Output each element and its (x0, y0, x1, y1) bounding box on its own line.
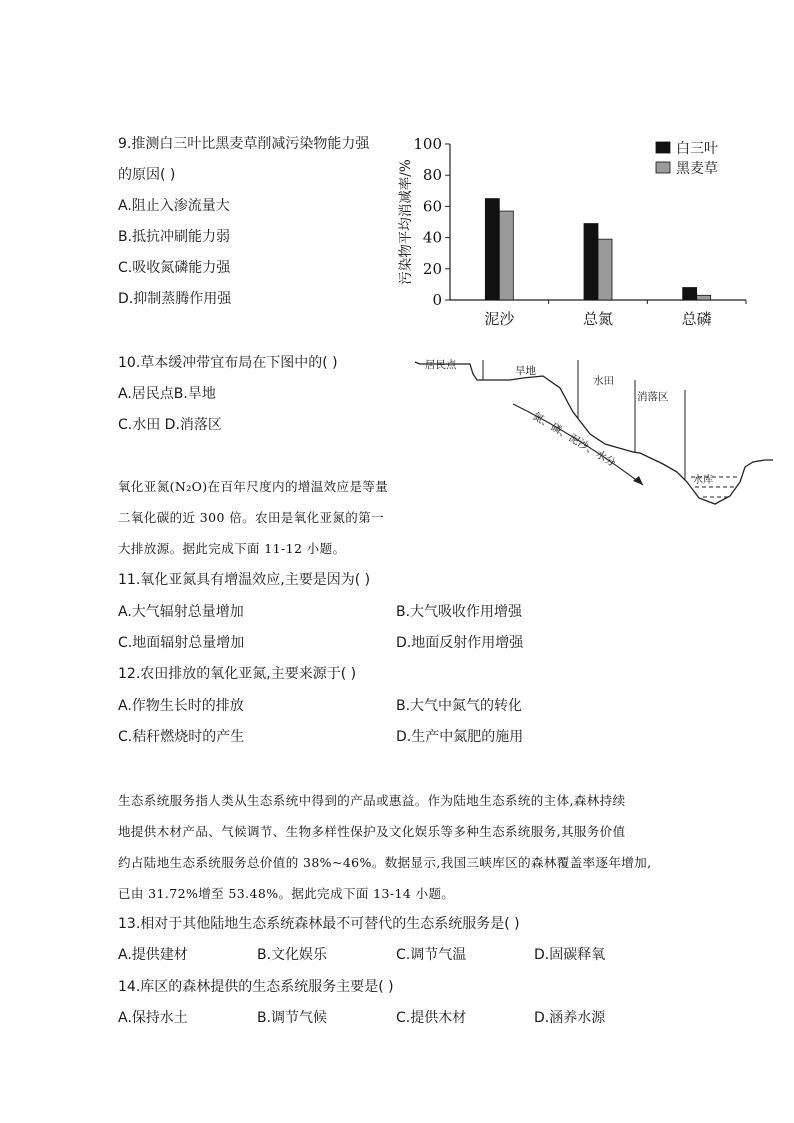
q11-stem: 11.氧化亚氮具有增温效应,主要是因为( ) (118, 572, 371, 588)
flow-label: 氮、磷、泥沙、水分 (530, 410, 618, 470)
q9-option-c: C.吸收氮磷能力强 (118, 260, 231, 276)
material1-line3: 大排放源。据此完成下面 11-12 小题。 (118, 541, 346, 556)
bar-白三叶-泥沙 (485, 199, 499, 300)
q14-option-a: A.保持水土 (118, 1010, 188, 1026)
q13-option-a: A.提供建材 (118, 947, 188, 963)
y-tick-label: 40 (422, 228, 442, 247)
material1-line1: 氧化亚氮(N₂O)在百年尺度内的增温效应是等量 (118, 479, 389, 494)
legend-label: 黑麦草 (676, 161, 718, 177)
material2-line3: 约占陆地生态系统服务总价值的 38%~46%。数据显示,我国三峡库区的森林覆盖率逐年增加, (118, 855, 652, 870)
y-tick-label: 100 (413, 135, 442, 153)
q13-option-b: B.文化娱乐 (257, 947, 328, 963)
q9-stem-line1: 9.推测白三叶比黑麦草削减污染物能力强 (118, 136, 370, 152)
x-category-label: 泥沙 (484, 310, 515, 328)
bar-白三叶-总氮 (584, 224, 598, 300)
q10-stem: 10.草本缓冲带宜布局在下图中的( ) (118, 355, 338, 371)
bar-黑麦草-总磷 (697, 295, 711, 300)
legend-label: 白三叶 (676, 141, 718, 157)
bar-白三叶-总磷 (683, 288, 697, 300)
buffer-zone-diagram (415, 352, 777, 520)
zone-label-dryland: 旱地 (515, 365, 536, 377)
y-tick-label: 0 (432, 291, 442, 309)
q13-stem: 13.相对于其他陆地生态系统森林最不可替代的生态系统服务是( ) (118, 916, 520, 932)
q11-option-c: C.地面辐射总量增加 (118, 635, 245, 651)
q13-option-d: D.固碳释氧 (534, 947, 606, 963)
bar-黑麦草-总氮 (598, 239, 612, 300)
q12-option-c: C.秸秆燃烧时的产生 (118, 729, 245, 745)
material2-line1: 生态系统服务指人类从生态系统中得到的产品或惠益。作为陆地生态系统的主体,森林持续 (118, 793, 626, 808)
pollutant-reduction-chart (396, 130, 776, 330)
bar-黑麦草-泥沙 (499, 211, 513, 300)
q13-option-c: C.调节气温 (396, 947, 467, 963)
x-category-label: 总磷 (681, 310, 712, 328)
material2-line4: 已由 31.72%增至 53.48%。据此完成下面 13-14 小题。 (118, 886, 455, 901)
q14-option-b: B.调节气候 (257, 1010, 328, 1026)
q12-stem: 12.农田排放的氧化亚氮,主要来源于( ) (118, 666, 357, 682)
y-tick-label: 60 (422, 197, 442, 216)
q14-option-d: D.涵养水源 (534, 1010, 606, 1026)
q9-option-b: B.抵抗冲刷能力弱 (118, 229, 231, 245)
q9-option-d: D.抑制蒸腾作用强 (118, 291, 232, 307)
q11-option-b: B.大气吸收作用增强 (396, 604, 523, 620)
chart-svg (396, 130, 776, 330)
q12-option-b: B.大气中氮气的转化 (396, 698, 523, 714)
q11-option-a: A.大气辐射总量增加 (118, 604, 244, 620)
q14-option-c: C.提供木材 (396, 1010, 467, 1026)
material1-line2: 二氧化碳的近 300 倍。农田是氧化亚氮的第一 (118, 510, 385, 525)
x-category-label: 总氮 (582, 310, 614, 328)
material2-line2: 地提供木材产品、气候调节、生物多样性保护及文化娱乐等多种生态系统服务,其服务价值 (118, 824, 626, 839)
zone-label-drawdown: 消落区 (637, 391, 669, 403)
q10-options-line2: C.水田 D.消落区 (118, 417, 222, 433)
q11-option-d: D.地面反射作用增强 (396, 635, 524, 651)
q9-stem-line2: 的原因( ) (118, 167, 176, 183)
zone-label-paddy: 水田 (593, 375, 614, 387)
y-tick-label: 20 (422, 259, 442, 278)
legend-swatch (656, 142, 670, 153)
legend-swatch (656, 162, 670, 173)
flow-arrowhead (633, 476, 643, 485)
q9-option-a: A.阻止入渗流量大 (118, 198, 230, 214)
y-tick-label: 80 (422, 166, 442, 185)
q12-option-d: D.生产中氮肥的施用 (396, 729, 524, 745)
q10-options-line1: A.居民点B.旱地 (118, 386, 216, 402)
y-axis-label: 污染物平均消减率/% (398, 159, 414, 285)
zone-label-reservoir: 水库 (693, 475, 713, 486)
q12-option-a: A.作物生长时的排放 (118, 698, 244, 714)
q14-stem: 14.库区的森林提供的生态系统服务主要是( ) (118, 979, 394, 995)
zone-label-residential: 居民点 (425, 359, 457, 371)
diagram-svg (415, 352, 777, 520)
